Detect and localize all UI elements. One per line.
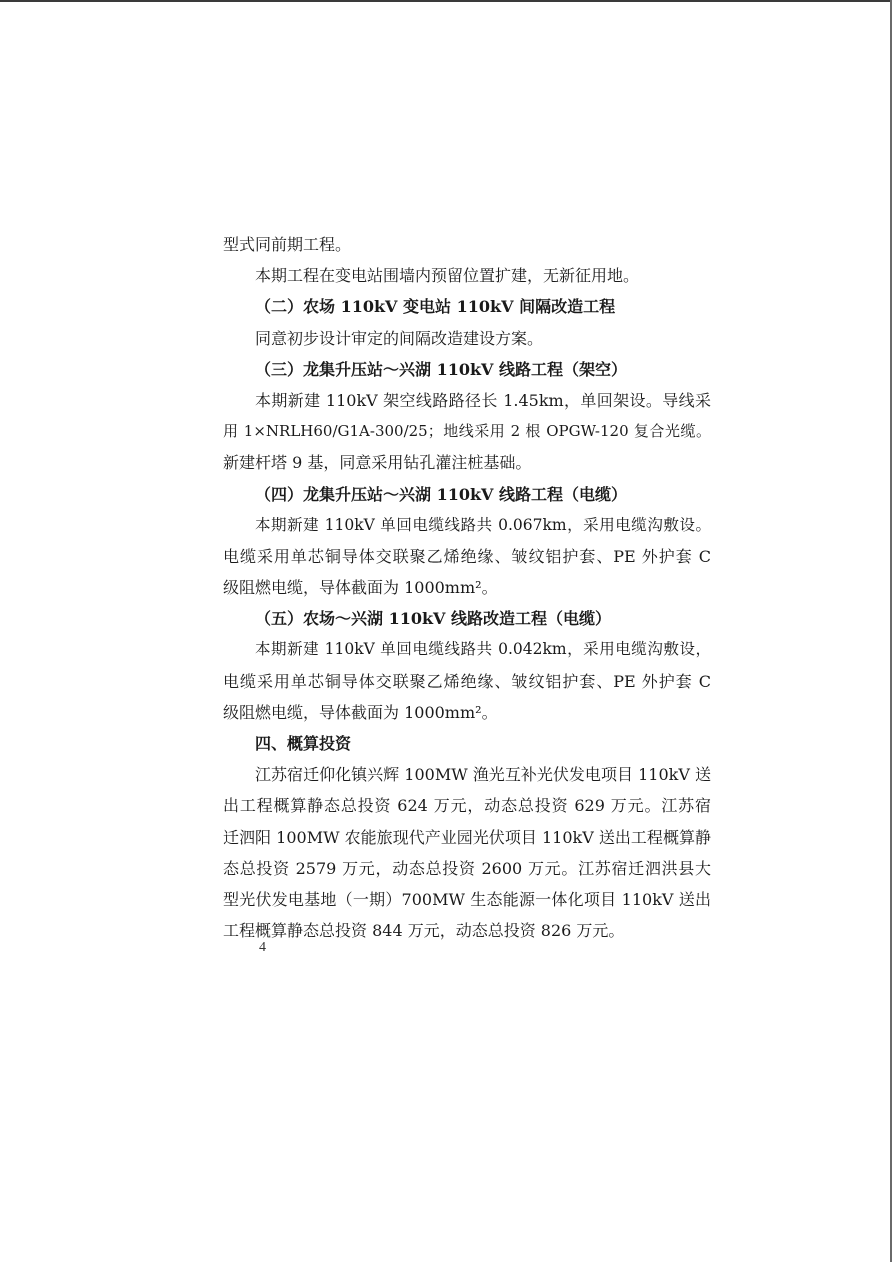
section-heading-5: （五）农场～兴湖 110kV 线路改造工程（电缆） [255,609,612,629]
paragraph-line: 江苏宿迁仰化镇兴辉 100MW 渔光互补光伏发电项目 110kV 送 [255,765,711,785]
paragraph-line: 本期新建 110kV 单回电缆线路共 0.067km，采用电缆沟敷设。 [255,515,711,534]
paragraph-line: 同意初步设计审定的间隔改造建设方案。 [255,328,544,348]
paragraph-line: 迁泗阳 100MW 农能旅现代产业园光伏项目 110kV 送出工程概算静 [223,827,711,847]
section-heading-3: （三）龙集升压站～兴湖 110kV 线路工程（架空） [255,359,628,379]
top-border [0,0,892,2]
paragraph-line: 型光伏发电基地（一期）700MW 生态能源一体化项目 110kV 送出 [223,889,711,909]
paragraph-line: 用 1×NRLH60/G1A-300/25；地线采用 2 根 OPGW-120 复合光缆。 [223,422,711,441]
document-body [223,229,711,946]
paragraph-line: 电缆采用单芯铜导体交联聚乙烯绝缘、皱纹铝护套、PE 外护套 C [223,546,711,566]
paragraph-line: 级阻燃电缆，导体截面为 1000mm²。 [223,578,498,598]
chapter-heading-investment: 四、概算投资 [255,734,352,753]
paragraph-line: 本期新建 110kV 单回电缆线路共 0.042km，采用电缆沟敷设， [255,640,711,659]
paragraph-line: 本期工程在变电站围墙内预留位置扩建，无新征用地。 [255,266,640,286]
paragraph-line: 态总投资 2579 万元，动态总投资 2600 万元。江苏宿迁泗洪县大 [223,858,711,878]
paragraph-line: 型式同前期工程。 [223,235,352,254]
section-heading-2: （二）农场 110kV 变电站 110kV 间隔改造工程 [255,297,616,317]
paragraph-line: 出工程概算静态总投资 624 万元，动态总投资 629 万元。江苏宿 [223,796,711,816]
section-heading-4: （四）龙集升压站～兴湖 110kV 线路工程（电缆） [255,484,628,504]
paragraph-line: 电缆采用单芯铜导体交联聚乙烯绝缘、皱纹铝护套、PE 外护套 C [223,671,711,691]
paragraph-line: 本期新建 110kV 架空线路路径长 1.45km，单回架设。导线采 [255,390,711,410]
page-number: 4 [259,940,266,955]
paragraph-line: 新建杆塔 9 基，同意采用钻孔灌注桩基础。 [223,453,532,473]
paragraph-line: 级阻燃电缆，导体截面为 1000mm²。 [223,702,498,722]
paragraph-line: 工程概算静态总投资 844 万元，动态总投资 826 万元。 [223,921,625,941]
